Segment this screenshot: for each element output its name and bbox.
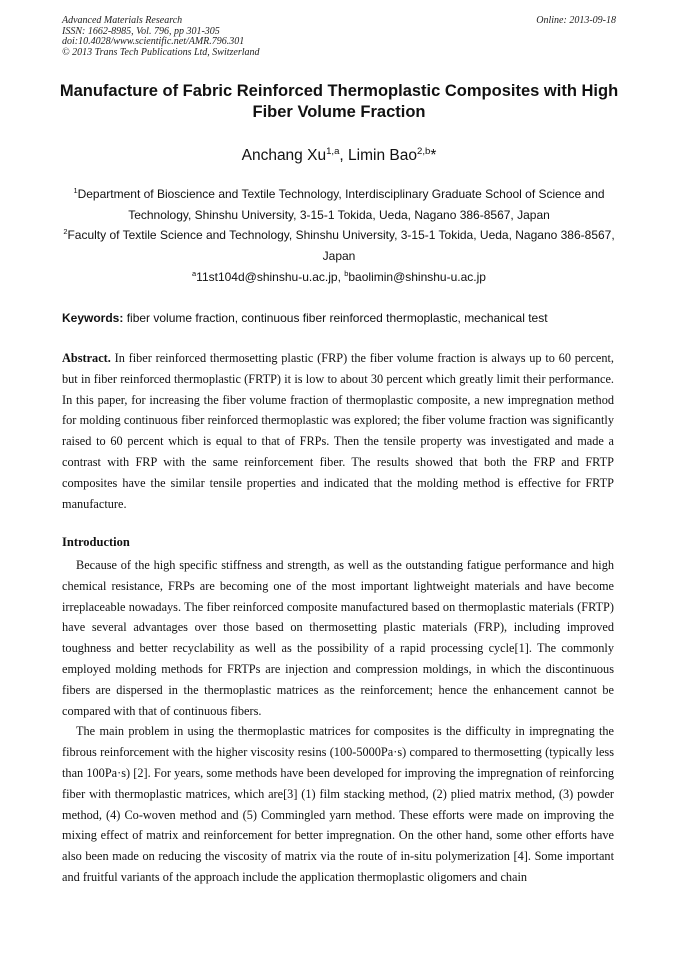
journal-doi: doi:10.4028/www.scientific.net/AMR.796.301	[62, 36, 245, 47]
email-address: 11st104d@shinshu-u.ac.jp	[196, 269, 338, 284]
author-list	[0, 147, 678, 165]
abstract-text: In fiber reinforced thermosetting plastic (FRP) the fiber volume fraction is always up to 60 percent, but in fiber reinforced thermoplastic (FRTP) it is low to about 30 percent which greatly limit their performance. In this paper, for increasing the fiber volume fraction of thermoplastic composite, a new impregnation method for molding continuous fiber reinforced thermoplastic was explored; the fiber volume fraction was significantly raised to 60 percent which is equal to that of FRPs. Then the tensile property was investigated and made a contrast with FRP with the same reinforcement fiber. The results showed that both the FRP and FRTP composites have the similar tensile properties and indicated that the molding method is effective for FRTP manufacture.	[62, 351, 614, 511]
affiliation-text: Department of Bioscience and Textile Technology, Interdisciplinary Graduate School of Science and Technology, Shinshu University, 3-15-1 Tokida, Ueda, Nagano 386-8567, Japan	[77, 187, 605, 222]
journal-info	[62, 16, 616, 58]
affiliation-2	[62, 225, 616, 266]
email-separator: ,	[337, 269, 345, 284]
corresponding-author-mark: *	[430, 147, 437, 164]
affiliations	[62, 184, 616, 288]
keywords-text: fiber volume fraction, continuous fiber reinforced thermoplastic, mechanical test	[123, 311, 548, 325]
paragraph: The main problem in using the thermoplastic matrices for composites is the difficulty in impregnating the fibrous reinforcement with the higher viscosity resins (100-5000Pa·s) compared to thermosetting (typically less than 100Pa·s) [2]. For years, some methods have been developed for improving the impregnation of reinforcing fiber with thermoplastic matrices, which are[3] (1) film stacking method, (2) plied matrix method, (3) powder method, (4) Co-woven method and (5) Commingled yarn method. These efforts were made on improving the mixing effect of matrix and reinforcement for better impregnation. On the other hand, some other efforts have also been made on reducing the viscosity of matrix via the route of in-situ polymerization [4]. Some important and fruitful variants of the approach include the application thermoplastic oligomers and chain	[62, 724, 614, 884]
affiliation-number: 2	[63, 227, 68, 237]
journal-name: Advanced Materials Research	[62, 15, 183, 26]
journal-copyright: © 2013 Trans Tech Publications Ltd, Switzerland	[62, 46, 260, 58]
online-date: Online: 2013-09-18	[536, 15, 616, 26]
paragraph: Because of the high specific stiffness and strength, as well as the outstanding fatigue performance and high chemical resistance, FRPs are becoming one of the most important lightweight materials and have become irreplaceable nowadays. The fiber reinforced composite manufactured based on thermoplastic materials (FRTP) have several advantages over those based on thermosetting plastic materials (FRP), including improved toughness and better recyclability as well as the possibility of a rapid processing cycle[1]. The commonly employed molding methods for FRTPs are injection and compression moldings, in which the discontinuous fibers are dispersed in the thermoplastic matrices as the reinforcement; hence the enhancement cannot be compared with that of continuous fibers.	[62, 558, 614, 718]
author-emails	[62, 267, 616, 288]
journal-header	[62, 16, 616, 58]
paper-title: Manufacture of Fabric Reinforced Thermoplastic Composites with High Fiber Volume Fraction	[59, 82, 619, 121]
journal-issn: ISSN: 1662-8985, Vol. 796, pp 301-305	[62, 25, 220, 37]
author-affiliation-mark: 2,b	[416, 145, 431, 157]
keywords-label: Keywords:	[62, 311, 124, 325]
email-mark: a	[192, 268, 197, 278]
affiliation-1	[62, 184, 616, 225]
keywords	[62, 310, 628, 326]
section-heading: Introduction	[62, 535, 130, 549]
email-mark: b	[344, 268, 349, 278]
abstract	[62, 348, 614, 514]
email-address: baolimin@shinshu-u.ac.jp	[348, 269, 486, 284]
author-name: Limin Bao	[348, 147, 417, 164]
affiliation-text: Faculty of Textile Science and Technology, Shinshu University, 3-15-1 Tokida, Ueda, Nagano 386-8567, Japan	[67, 228, 615, 264]
introduction-body	[62, 555, 614, 888]
author-separator: ,	[339, 147, 349, 164]
affiliation-number: 1	[73, 186, 78, 195]
abstract-label: Abstract.	[62, 351, 111, 365]
author-affiliation-mark: 1,a	[326, 145, 340, 157]
author-name: Anchang Xu	[241, 147, 327, 164]
